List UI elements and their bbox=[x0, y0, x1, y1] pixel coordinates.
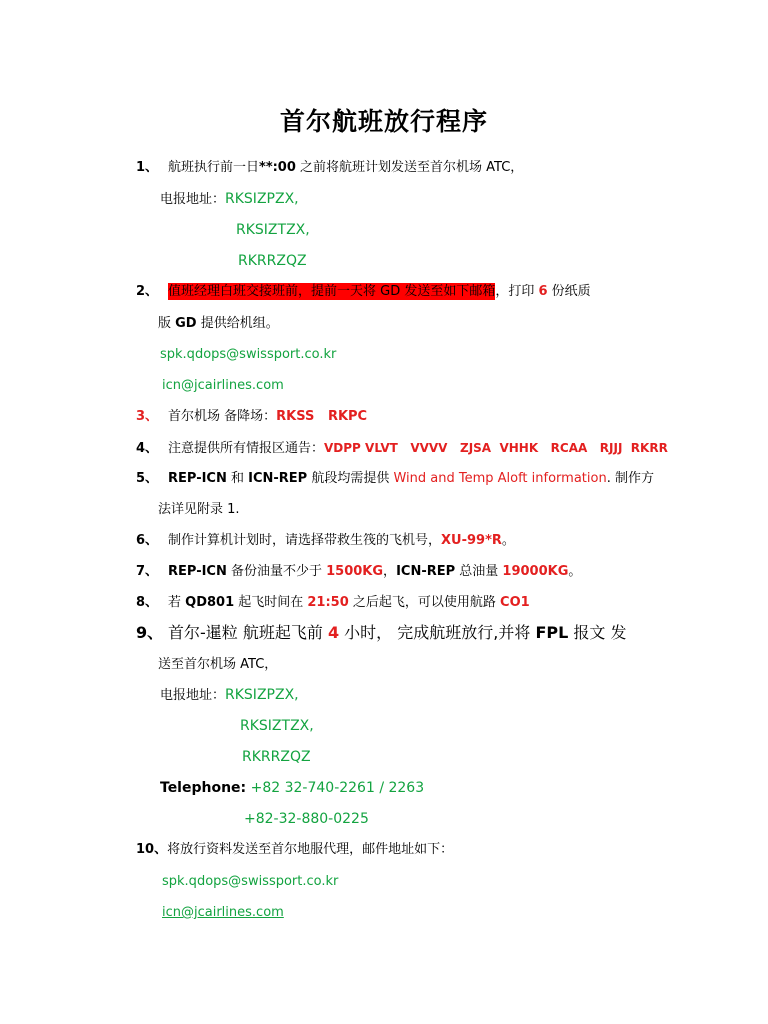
item-10: 10、将放行资料发送至首尔地服代理，邮件地址如下： bbox=[136, 842, 454, 857]
address-label: 电报地址： bbox=[160, 192, 226, 207]
item-number: 1、 bbox=[136, 160, 159, 175]
item-4: 4、 注意提供所有情报区通告：VDPP VLVT VVVV ZJSA VHHK RCAA RJJJ RKRR bbox=[136, 441, 668, 456]
item-1-address-line bbox=[160, 190, 299, 209]
item-2: 2、 值班经理白班交接班前，提前一天将 GD 发送至如下邮箱，打印 6 份纸质 bbox=[136, 284, 591, 299]
telex-address: RKRRZQZ bbox=[242, 749, 311, 765]
item-5: 5、 REP-ICN 和 ICN-REP 航段均需提供 Wind and Temp Aloft information. 制作方 bbox=[136, 471, 654, 486]
item-6: 6、 制作计算机计划时，请选择带救生筏的飞机号，XU-99*R。 bbox=[136, 533, 515, 548]
telephone-number: +82 32-740-2261 / 2263 bbox=[246, 780, 425, 796]
item-3: 3、 首尔机场 备降场：RKSS RKPC bbox=[136, 409, 368, 424]
item-number: 3、 bbox=[136, 409, 159, 424]
item-number: 5、 bbox=[136, 471, 159, 486]
item-9-continued: 送至首尔机场 ATC， bbox=[158, 657, 278, 672]
item-number: 4、 bbox=[136, 441, 159, 456]
telephone-label: Telephone: bbox=[160, 780, 247, 796]
item-1: 1、 航班执行前一日**:00 之前将航班计划发送至首尔机场 ATC， bbox=[136, 160, 524, 175]
email-link[interactable]: spk.qdops@swissport.co.kr bbox=[162, 874, 339, 889]
item-9: 9、 首尔-暹粒 航班起飞前 4 小时， 完成航班放行,并将 FPL 报文 发 bbox=[136, 623, 627, 642]
page-title: 首尔航班放行程序 bbox=[279, 107, 488, 136]
item-number: 8、 bbox=[136, 595, 159, 610]
fir-list: VDPP VLVT VVVV ZJSA VHHK RCAA RJJJ RKRR bbox=[324, 441, 668, 455]
telex-address: RKSIZPZX, bbox=[225, 191, 299, 207]
highlighted-text: 值班经理白班交接班前，提前一天将 GD 发送至如下邮箱 bbox=[168, 284, 496, 299]
item-number: 6、 bbox=[136, 533, 159, 548]
address-label: 电报地址： bbox=[160, 688, 226, 703]
email-link[interactable]: icn@jcairlines.com bbox=[162, 378, 284, 393]
item-5-continued: 法详见附录 1. bbox=[158, 502, 240, 517]
alternate-airports: RKSS RKPC bbox=[276, 409, 368, 424]
telex-address: RKSIZTZX, bbox=[236, 222, 310, 238]
email-link[interactable]: spk.qdops@swissport.co.kr bbox=[160, 347, 337, 362]
telex-address: RKRRZQZ bbox=[238, 253, 307, 269]
telex-address: RKSIZPZX, bbox=[225, 687, 299, 703]
item-8: 8、 若 QD801 起飞时间在 21:50 之后起飞，可以使用航路 CO1 bbox=[136, 595, 530, 610]
item-number: 2、 bbox=[136, 284, 159, 299]
telephone-number: +82-32-880-0225 bbox=[244, 811, 369, 827]
email-link[interactable]: icn@jcairlines.com bbox=[162, 905, 284, 920]
item-number: 7、 bbox=[136, 564, 159, 579]
telex-address: RKSIZTZX, bbox=[240, 718, 314, 734]
item-2-continued: 版 GD 提供给机组。 bbox=[158, 316, 279, 331]
item-9-address-line bbox=[160, 686, 299, 705]
telephone-line bbox=[160, 779, 424, 797]
item-7: 7、 REP-ICN 备份油量不少于 1500KG，ICN-REP 总油量 19000KG。 bbox=[136, 564, 582, 579]
item-number: 10、 bbox=[136, 842, 168, 857]
item-number: 9、 bbox=[136, 623, 164, 642]
